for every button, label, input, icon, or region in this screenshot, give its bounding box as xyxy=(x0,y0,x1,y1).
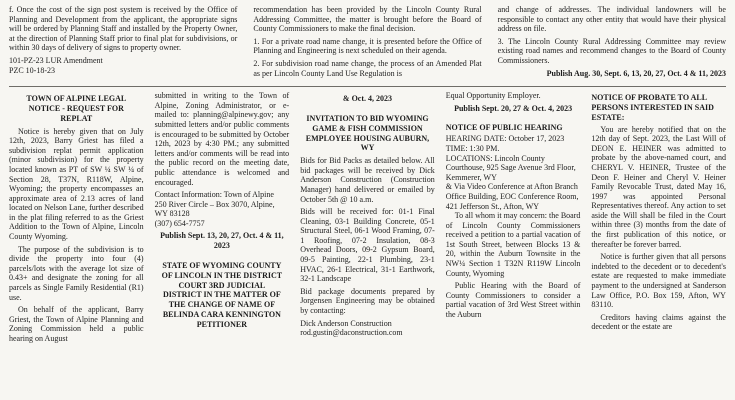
public-hearing-heading: NOTICE OF PUBLIC HEARING xyxy=(445,122,563,132)
replat-notice-heading: TOWN OF ALPINE LEGAL NOTICE - REQUEST FOR REPLAT xyxy=(26,94,127,123)
invitation-to-bid-heading: INVITATION TO BID WYOMING GAME & FISH COMMISSION EMPLOYEE HOUSING AUBURN, WY xyxy=(305,113,430,153)
bid-paragraph-2: Bids will be received for: 01-1 Final Cleaning, 03-1 Building Concrete, 05-1 Structural Steel, 06-1 Wood Framing, 07-1 Roofing, 07-2 Insulation, 08-3 Overhead Doors, 09-2 Gypsum Board, 09-5 Painting, 22-1 Plumbing, 23-1 HVAC, 26-1 Electrical, 31-1 Earthwork, 32-1 Landscape xyxy=(300,207,435,284)
column-public-hearing xyxy=(446,91,581,346)
bid-contact-email: rod.gustin@daconstruction.com xyxy=(300,328,403,338)
spacer xyxy=(446,117,581,121)
probate-paragraph-3: Creditors having claims against the decedent or the estate are xyxy=(591,312,726,332)
notice-road-name-end xyxy=(498,5,726,81)
replat-paragraph-2: The purpose of the subdivision is to divide the property into four (4) parcels/lots with the average lot size of 0.43+ and designate the zoning for all parcels as Single Family Residential (R1) use. xyxy=(9,244,144,302)
road-name-item-2: 2. For subdivision road name change, the process of an Amended Plat as per Lincoln County Land Use Regulation is xyxy=(253,58,482,78)
alpine-phone-line: (307) 654-7757 xyxy=(154,218,205,228)
notice-road-name-continued xyxy=(253,5,481,81)
publish-line-alpine: Publish Sept. 13, 20, 27, Oct. 4 & 11, 2023 xyxy=(160,231,284,251)
alpine-address-line: 250 River Circle – Box 3070, Alpine, WY 83128 xyxy=(154,199,275,219)
spacer xyxy=(300,107,435,111)
road-name-item-3: 3. The Lincoln County Rural Addressing Committee may review existing road names and recommend changes to the Board of County Commissioners. xyxy=(497,36,726,65)
name-change-heading: STATE OF WYOMING COUNTY OF LINCOLN IN THE DISTRICT COURT 3RD JUDICIAL DISTRICT IN THE MATTER OF THE CHANGE OF NAME OF BELINDA CARA KENNINGTON PETITIONER xyxy=(161,261,283,329)
equal-opportunity-line: Equal Opportunity Employer. xyxy=(445,91,541,101)
sign-post-paragraph: f. Once the cost of the sign post system is received by the Office of Planning and Development from the applicant, the appropriate signs will be ordered by Planning Staff and installed by the Property Owner, at the direction of Planning Staff prior to final plat for subdivisions, or within 30 days of delivery of signs to property owner. xyxy=(9,5,238,53)
hearing-date-line: HEARING DATE: October 17, 2023 xyxy=(445,134,565,144)
alpine-comments-paragraph: submitted in writing to the Town of Alpine, Zoning Administrator, or e-mailed to: planning@alpinewy.gov; any submitted letters and/or public comments is encouraged to be submitted by October 12th, 2023 by 4:30 PM.; any submitted letters and/or comments will be read into the public record on the meeting date, public attendance is welcomed and encouraged. xyxy=(154,91,290,187)
hearing-location-line: LOCATIONS: Lincoln County Courthouse, 925 Sage Avenue 3rd Floor, Kemmerer, WY xyxy=(445,153,576,182)
column-invitation-to-bid xyxy=(300,91,435,346)
hearing-paragraph-1: To all whom it may concern: the Board of Lincoln County Commissioners received a petition to a partial vacation of 1st South Street, between Blocks 13 & 20, within the Auburn Townsite in the NW¼ Section 1 T32N R119W Lincoln County, Wyoming xyxy=(445,211,581,278)
horizontal-section-divider xyxy=(9,86,726,87)
bid-paragraph-3: Bid package documents prepared by Jorgensen Engineering may be obtained by contacting: xyxy=(300,286,435,316)
bid-contact-name: Dick Anderson Construction xyxy=(300,318,392,328)
address-change-paragraph: and change of addresses. The individual landowners will be responsible to contact any other entity that would have their physical address on file. xyxy=(497,5,726,34)
pzc-ref: PZC 10-18-23 xyxy=(9,65,55,75)
bid-paragraph-1: Bids for Bid Packs as detailed below. All bid packages will be received by Dick Anderson Construction (Construction Manager) hand delivered or emailed by October 5th @ 10 a.m. xyxy=(300,156,435,204)
column-notice-of-probate xyxy=(591,91,726,346)
replat-paragraph-1: Notice is hereby given that on July 12th, 2023, Barry Griest has filed a subdivision replat permit application (minor subdivision) for the property located known as PT of SW ¼ SW ¼ of Section 28, T37N, R118W, Alpine, Wyoming; the property encompasses an approximate area of 2.13 acres of land located on Nelson Lane, further described in the plat filing referred to as the Griest Addition to the Town of Alpine, Lincoln County Wyoming. xyxy=(9,126,144,242)
road-name-item-1: 1. For a private road name change, it is presented before the Office of Planning and Engineering is next scheduled on their agenda. xyxy=(253,36,482,56)
column-town-of-alpine-replat xyxy=(9,91,144,346)
publish-line-road-name: Publish Aug. 30, Sept. 6, 13, 20, 27, Oct. 4 & 11, 2023 xyxy=(546,68,726,78)
legal-notices-columns xyxy=(9,91,726,346)
probate-heading: NOTICE OF PROBATE TO ALL PERSONS INTERESTED IN SAID ESTATE: xyxy=(591,93,714,122)
lur-amendment-ref: 101-PZ-23 LUR Amendment xyxy=(9,55,103,65)
spacer xyxy=(155,254,290,258)
top-notices-row xyxy=(9,5,726,81)
hearing-video-line: & Via Video Conference at Afton Branch Office Building, EOC Conference Room, 421 Jefferson St., Afton, WY xyxy=(445,182,579,211)
column-alpine-continued xyxy=(155,91,290,346)
replat-paragraph-3: On behalf of the applicant, Barry Griest, the Town of Alpine Planning and Zoning Commission held a public hearing on August xyxy=(9,305,144,344)
hearing-paragraph-2: Public Hearing with the Board of County Commissioners to consider a partial vacation of 3rd West Street within the Auburn xyxy=(445,281,581,320)
road-name-paragraph: recommendation has been provided by the Lincoln County Rural Addressing Committee, the matter is brought before the Board of County Commissioners to make the final decision. xyxy=(253,5,482,34)
publish-tail-line: & Oct. 4, 2023 xyxy=(342,94,393,104)
hearing-time-line: TIME: 1:30 PM. xyxy=(445,143,500,153)
probate-paragraph-2: Notice is further given that all persons indebted to the decedent or to decedent's estate are requested to make immediate payment to the undersigned at Sanderson Law Office, P.O. Box 159, Afton, WY 83110. xyxy=(591,252,726,310)
probate-paragraph-1: You are hereby notified that on the 12th day of Sept. 2023, the Last Will of DEON E. HEINER was admitted to probate by the above-named court, and CHERYL V. HEINER, Trustee of the Deon F. Heiner and Cheryl V. Heiner Family Revocable Trust, dated May 16, 1997 was appointed Personal Representatives thereof. Any action to set aside the Will shall be filed in the Court within three (3) months from the date of the first publication of this notice, or thereafter be forever barred. xyxy=(591,124,726,249)
publish-line-bid: Publish Sept. 20, 27 & Oct. 4, 2023 xyxy=(454,103,573,113)
notice-sign-post-continued xyxy=(9,5,237,81)
alpine-contact-line: Contact Information: Town of Alpine xyxy=(154,190,274,200)
